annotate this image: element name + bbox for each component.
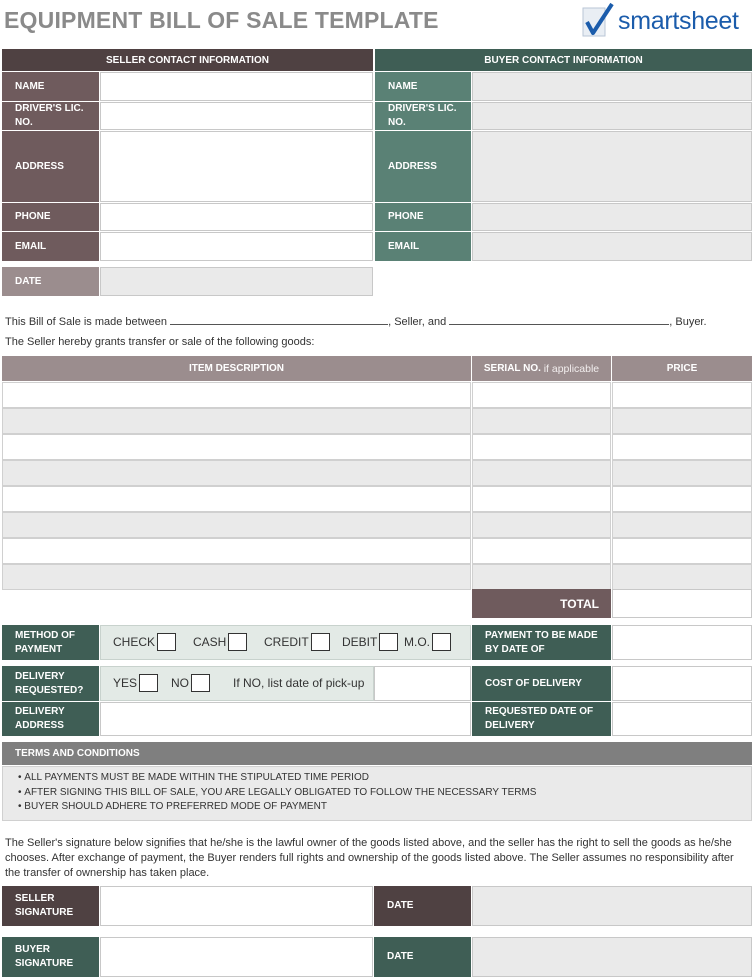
- terms-header: TERMS AND CONDITIONS: [2, 742, 752, 765]
- no-checkbox[interactable]: [191, 674, 210, 692]
- seller-signature-date-field[interactable]: [472, 886, 752, 926]
- payment-by-date-label: PAYMENT TO BE MADE BY DATE OF: [472, 625, 611, 660]
- option-label: YES: [113, 676, 138, 690]
- terms-item: • ALL PAYMENTS MUST BE MADE WITHIN THE STIPULATED TIME PERIOD: [18, 772, 369, 783]
- sentence-part-3: , Buyer.: [669, 316, 707, 328]
- item-description-cell[interactable]: [2, 382, 471, 408]
- item-description-cell[interactable]: [2, 512, 471, 538]
- buyer-email-label: EMAIL: [375, 232, 471, 261]
- buyer-address-label: ADDRESS: [375, 131, 471, 202]
- smartsheet-logo: [582, 2, 739, 40]
- terms-item-text: AFTER SIGNING THIS BILL OF SALE, YOU ARE LEGALLY OBLIGATED TO FOLLOW THE NECESSARY TERMS: [24, 786, 537, 798]
- buyer-signature-field[interactable]: [100, 937, 373, 977]
- payment-option-credit[interactable]: [264, 633, 330, 651]
- serial-number-cell[interactable]: [472, 382, 611, 408]
- item-description-cell[interactable]: [2, 486, 471, 512]
- date-label: DATE: [2, 267, 99, 296]
- total-label: TOTAL: [472, 589, 611, 618]
- delivery-option-no[interactable]: [171, 674, 210, 692]
- payment-by-date-field[interactable]: [612, 625, 752, 660]
- date-field[interactable]: [100, 267, 373, 296]
- method-of-payment-label: METHOD OF PAYMENT: [2, 625, 99, 660]
- requested-delivery-date-field[interactable]: [612, 702, 752, 736]
- bill-of-sale-sentence: [5, 315, 707, 328]
- table-row: [2, 382, 752, 408]
- buyer-license-label: DRIVER'S LIC. NO.: [375, 102, 471, 130]
- credit-checkbox[interactable]: [311, 633, 330, 651]
- serial-number-cell[interactable]: [472, 512, 611, 538]
- terms-item: • BUYER SHOULD ADHERE TO PREFERRED MODE OF PAYMENT: [18, 801, 327, 812]
- table-row: [2, 486, 752, 512]
- cost-of-delivery-field[interactable]: [612, 666, 752, 701]
- buyer-phone-label: PHONE: [375, 203, 471, 231]
- seller-signature-field[interactable]: [100, 886, 373, 926]
- price-cell[interactable]: [612, 538, 752, 564]
- price-cell[interactable]: [612, 434, 752, 460]
- option-label: DEBIT: [342, 635, 378, 649]
- delivery-requested-label: DELIVERY REQUESTED?: [2, 666, 99, 701]
- terms-item-text: ALL PAYMENTS MUST BE MADE WITHIN THE STIPULATED TIME PERIOD: [24, 772, 369, 783]
- serial-number-title: SERIAL NO.: [483, 363, 541, 374]
- payment-options: [100, 625, 471, 660]
- delivery-options: [100, 666, 374, 701]
- buyer-name-blank[interactable]: [449, 315, 669, 325]
- item-description-cell[interactable]: [2, 434, 471, 460]
- delivery-address-field[interactable]: [100, 702, 471, 736]
- goods-sentence: The Seller hereby grants transfer or sale of the following goods:: [5, 336, 315, 348]
- serial-number-cell[interactable]: [472, 486, 611, 512]
- serial-number-cell[interactable]: [472, 564, 611, 590]
- table-row: [2, 460, 752, 486]
- buyer-signature-date-label: DATE: [374, 937, 471, 977]
- seller-signature-date-label: DATE: [374, 886, 471, 926]
- seller-phone-field[interactable]: [100, 203, 373, 231]
- table-row: [2, 538, 752, 564]
- payment-option-check[interactable]: [113, 633, 176, 651]
- table-row: [2, 564, 752, 590]
- pickup-note: If NO, list date of pick-up: [233, 676, 365, 690]
- price-cell[interactable]: [612, 408, 752, 434]
- delivery-address-label: DELIVERY ADDRESS: [2, 702, 99, 736]
- logo-text: smartsheet: [618, 6, 739, 35]
- check-checkbox[interactable]: [157, 633, 176, 651]
- seller-name-label: NAME: [2, 72, 99, 101]
- table-row: [2, 408, 752, 434]
- payment-option-cash[interactable]: [193, 633, 247, 651]
- serial-number-cell[interactable]: [472, 538, 611, 564]
- buyer-email-field[interactable]: [472, 232, 752, 261]
- serial-number-cell[interactable]: [472, 460, 611, 486]
- payment-option-mo[interactable]: [404, 633, 451, 651]
- requested-delivery-date-label: REQUESTED DATE OF DELIVERY: [472, 702, 611, 736]
- price-header: PRICE: [612, 356, 752, 381]
- pickup-date-field[interactable]: [374, 666, 471, 701]
- sentence-part-1: This Bill of Sale is made between: [5, 316, 168, 328]
- yes-checkbox[interactable]: [139, 674, 158, 692]
- buyer-name-field[interactable]: [472, 72, 752, 101]
- option-label: NO: [171, 676, 189, 690]
- seller-name-blank[interactable]: [170, 315, 388, 325]
- option-label: M.O.: [404, 635, 430, 649]
- terms-list: [2, 766, 752, 821]
- serial-number-cell[interactable]: [472, 434, 611, 460]
- price-cell[interactable]: [612, 460, 752, 486]
- page-title: EQUIPMENT BILL OF SALE TEMPLATE: [4, 7, 439, 33]
- debit-checkbox[interactable]: [379, 633, 398, 651]
- table-row: [2, 512, 752, 538]
- delivery-option-yes[interactable]: [113, 674, 158, 692]
- buyer-name-label: NAME: [375, 72, 471, 101]
- item-description-cell[interactable]: [2, 408, 471, 434]
- item-description-header: ITEM DESCRIPTION: [2, 356, 471, 381]
- terms-item: • AFTER SIGNING THIS BILL OF SALE, YOU ARE LEGALLY OBLIGATED TO FOLLOW THE NECESSARY TERMS: [18, 786, 537, 798]
- seller-signature-label: SELLER SIGNATURE: [2, 886, 99, 926]
- terms-item-text: BUYER SHOULD ADHERE TO PREFERRED MODE OF PAYMENT: [24, 801, 327, 812]
- price-cell[interactable]: [612, 564, 752, 590]
- buyer-signature-label: BUYER SIGNATURE: [2, 937, 99, 977]
- mo-checkbox[interactable]: [432, 633, 451, 651]
- buyer-signature-date-field[interactable]: [472, 937, 752, 977]
- buyer-license-field[interactable]: [472, 102, 752, 130]
- seller-address-field[interactable]: [100, 131, 373, 202]
- buyer-phone-field[interactable]: [472, 203, 752, 231]
- price-cell[interactable]: [612, 512, 752, 538]
- seller-email-field[interactable]: [100, 232, 373, 261]
- table-row: [2, 434, 752, 460]
- total-field[interactable]: [612, 589, 752, 618]
- option-label: CASH: [193, 635, 227, 649]
- option-label: CREDIT: [264, 635, 309, 649]
- signature-paragraph: The Seller's signature below signifies that he/she is the lawful owner of the goods listed above, and the seller has the right to sell the goods as he/she chooses. After exchange of payment, the Buyer renders full rights and ownership of the goods listed above. The Seller assumes no responsibility after the transfer of ownership has taken place.: [5, 837, 734, 879]
- seller-license-field[interactable]: [100, 102, 373, 130]
- serial-number-note: if applicable: [543, 362, 600, 375]
- serial-number-cell[interactable]: [472, 408, 611, 434]
- serial-number-header: [472, 356, 611, 381]
- seller-header: SELLER CONTACT INFORMATION: [2, 49, 373, 71]
- cost-of-delivery-label: COST OF DELIVERY: [472, 666, 611, 701]
- buyer-header: BUYER CONTACT INFORMATION: [375, 49, 752, 71]
- checkmark-logo-icon: [582, 2, 616, 40]
- price-cell[interactable]: [612, 382, 752, 408]
- item-description-cell[interactable]: [2, 538, 471, 564]
- seller-name-field[interactable]: [100, 72, 373, 101]
- price-cell[interactable]: [612, 486, 752, 512]
- option-label: CHECK: [113, 635, 156, 649]
- seller-phone-label: PHONE: [2, 203, 99, 231]
- seller-license-label: DRIVER'S LIC. NO.: [2, 102, 99, 130]
- item-description-cell[interactable]: [2, 564, 471, 590]
- seller-email-label: EMAIL: [2, 232, 99, 261]
- buyer-address-field[interactable]: [472, 131, 752, 202]
- payment-option-debit[interactable]: [342, 633, 398, 651]
- cash-checkbox[interactable]: [228, 633, 247, 651]
- seller-address-label: ADDRESS: [2, 131, 99, 202]
- item-description-cell[interactable]: [2, 460, 471, 486]
- sentence-part-2: , Seller, and: [388, 316, 447, 328]
